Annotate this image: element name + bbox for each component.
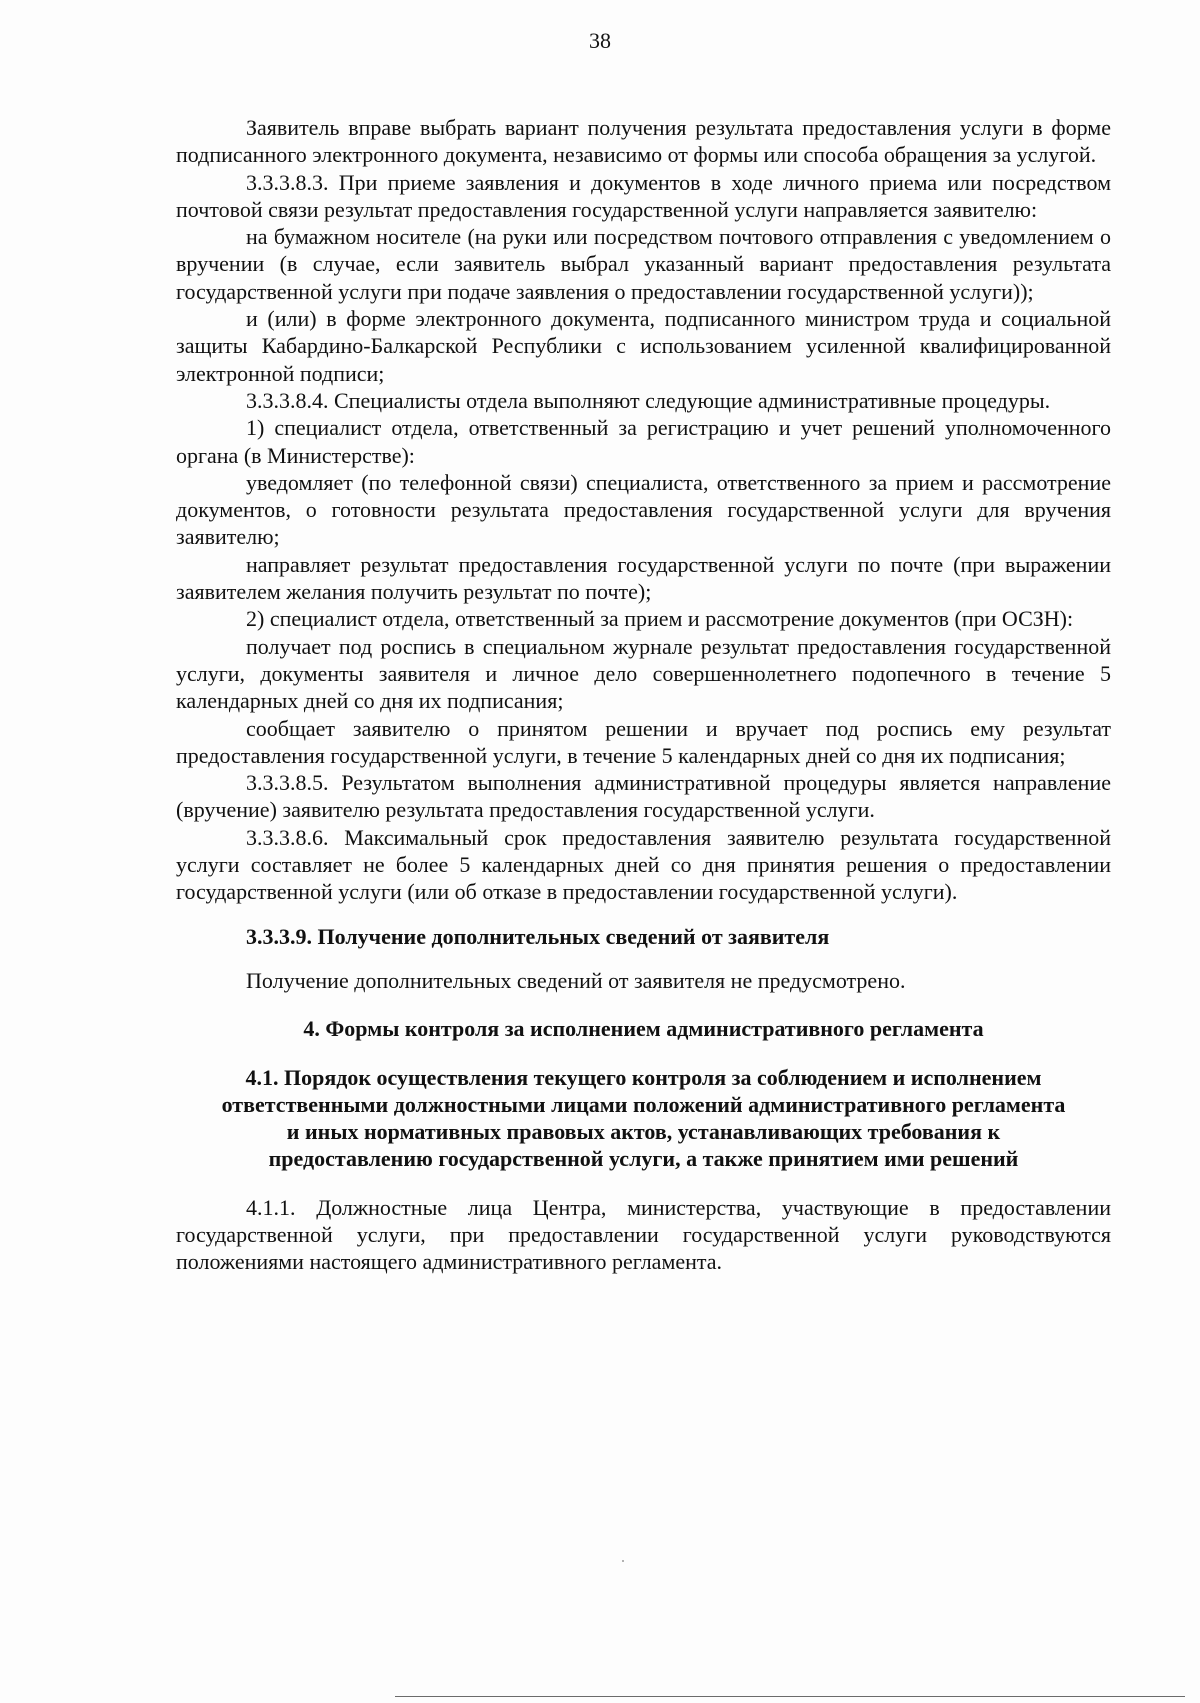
scan-speck xyxy=(622,1560,624,1562)
page-number: 38 xyxy=(589,28,611,53)
paragraph-receives-signature: получает под роспись в специальном журнале результат предоставления государственной услуги, документы заявителя и личное дело совершеннолетнего подопечного в течение 5 календарных дней со дня их подписания; xyxy=(176,633,1111,714)
section-heading-4-1-line-3: и иных нормативных правовых актов, устанавливающих требования к xyxy=(286,1119,1001,1145)
paragraph-4-1-1: 4.1.1. Должностные лица Центра, министерства, участвующие в предоставлении государственной услуги, при предоставлении государственной услуги руководствуются положениями настоящего административного регламента. xyxy=(176,1194,1111,1275)
spacer xyxy=(176,950,1111,967)
spacer xyxy=(176,1043,1111,1064)
paragraph-notifies: уведомляет (по телефонной связи) специалиста, ответственного за прием и рассмотрение документов, о готовности результата предоставления государственной услуги для вручения заявителю; xyxy=(176,469,1111,550)
paragraph-3-3-3-8-5: 3.3.3.8.5. Результатом выполнения административной процедуры является направление (вручение) заявителю результата предоставления государственной услуги. xyxy=(176,770,1111,823)
section-heading-4-1-line-2: ответственными должностными лицами положений административного регламента xyxy=(221,1091,1066,1117)
document-body xyxy=(176,114,1111,1276)
paragraph-3-3-3-8-4: 3.3.3.8.4. Специалисты отдела выполняют следующие административные процедуры. xyxy=(246,387,1051,413)
section-heading-4-1-line-1: 4.1. Порядок осуществления текущего контроля за соблюдением и исполнением xyxy=(245,1064,1042,1090)
paragraph-3-3-3-8-3: 3.3.3.8.3. При приеме заявления и документов в ходе личного приема или посредством почтовой связи результат предоставления государственной услуги направляется заявителю: xyxy=(176,169,1111,222)
paragraph-paper-carrier: на бумажном носителе (на руки или посредством почтового отправления с уведомлением о вручении (в случае, если заявитель выбрал указанный вариант предоставления результата государственной услуги при подаче заявления о предоставлении государственной услуги)); xyxy=(176,224,1111,304)
chapter-heading-4: 4. Формы контроля за исполнением административного регламента xyxy=(303,1016,984,1042)
paragraph-3-3-3-9: Получение дополнительных сведений от заявителя не предусмотрено. xyxy=(246,967,906,993)
section-heading-4-1-line-4: предоставлению государственной услуги, а также принятием ими решений xyxy=(268,1146,1019,1172)
paragraph-result-option: Заявитель вправе выбрать вариант получения результата предоставления услуги в форме подписанного электронного документа, независимо от формы или способа обращения за услугой. xyxy=(176,115,1111,168)
spacer xyxy=(176,1173,1111,1194)
spacer xyxy=(176,906,1111,923)
spacer xyxy=(176,994,1111,1015)
paragraph-electronic-document: и (или) в форме электронного документа, подписанного министром труда и социальной защиты Кабардино-Балкарской Республики с использованием усиленной квалифицированной электронной подписи; xyxy=(176,306,1111,386)
paragraph-3-3-3-8-6: 3.3.3.8.6. Максимальный срок предоставления заявителю результата государственной услуги составляет не более 5 календарных дней со дня принятия решения о предоставлении государственной услуги (или об отказе в предоставлении государственной услуги). xyxy=(176,824,1111,905)
section-heading-3-3-3-9: 3.3.3.9. Получение дополнительных сведений от заявителя xyxy=(246,923,830,949)
paragraph-informs-applicant: сообщает заявителю о принятом решении и вручает под роспись ему результат предоставления государственной услуги, в течение 5 календарных дней со дня их подписания; xyxy=(176,715,1111,768)
section-heading-4-1 xyxy=(176,1064,1111,1173)
bottom-rule xyxy=(395,1696,1185,1697)
paragraph-sends-by-mail: направляет результат предоставления государственной услуги по почте (при выражении заявителем желания получить результат по почте); xyxy=(176,551,1111,605)
paragraph-item-2: 2) специалист отдела, ответственный за прием и рассмотрение документов (при ОСЗН): xyxy=(246,606,1074,632)
paragraph-item-1: 1) специалист отдела, ответственный за регистрацию и учет решений уполномоченного органа (в Министерстве): xyxy=(176,415,1111,468)
